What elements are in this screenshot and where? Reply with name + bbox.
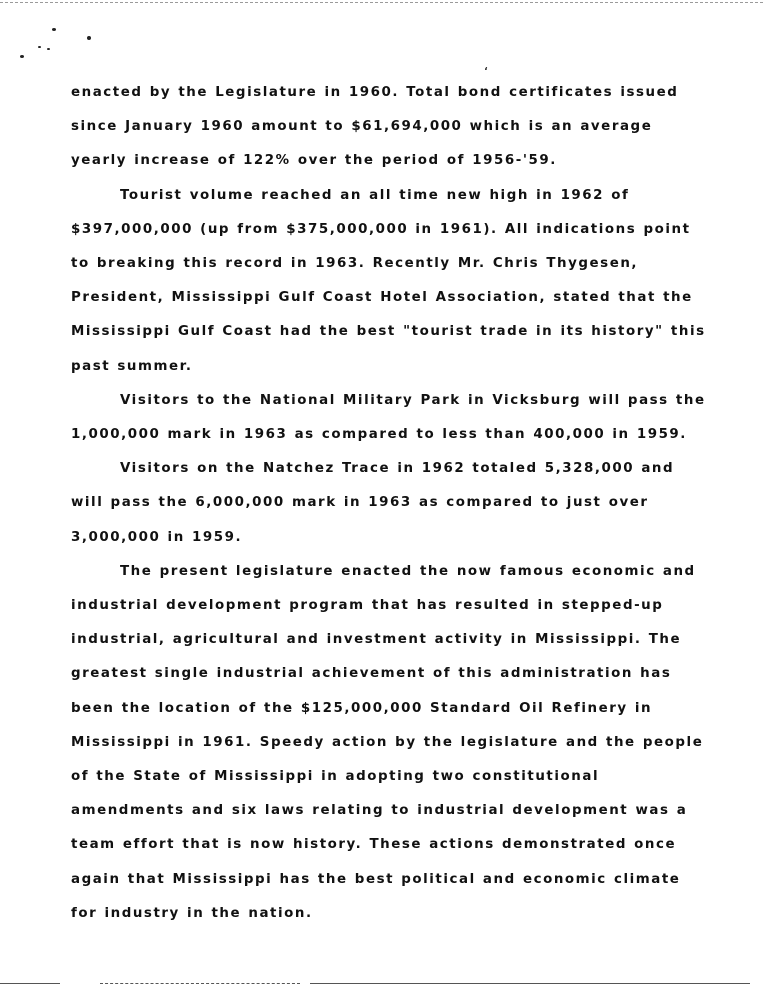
paragraph: The present legislature enacted the now famous economic and industrial development program that has resulted in stepped-up industrial, agricultural and investment activity in Mississippi. The greatest single industrial achievement of this administration has been the location of the $125,000,000 Standard Oil Refinery in Mississippi in 1961. Speedy action by the legislature and the people of the State of Mississippi in adopting two constitutional amendments and six laws relating to industrial development was a team effort that is now history. These actions demonstrated once again that Mississippi has the best political and economic climate for industry in the nation. xyxy=(71,563,704,921)
body-text xyxy=(71,76,711,931)
page-bottom-edge xyxy=(100,983,300,984)
scan-speck xyxy=(20,55,24,58)
paragraph: enacted by the Legislature in 1960. Total bond certificates issued since January 1960 amount to $61,694,000 which is an average yearly increase of 122% over the period of 1956-'59. xyxy=(71,85,679,169)
scan-speck xyxy=(47,48,50,50)
page-top-edge xyxy=(0,2,763,3)
paragraph: Visitors on the Natchez Trace in 1962 totaled 5,328,000 and will pass the 6,000,000 mark in 1963 as compared to just over 3,000,000 in 1959. xyxy=(71,461,675,545)
paragraph: Visitors to the National Military Park in Vicksburg will pass the 1,000,000 mark in 1963 as compared to less than 400,000 in 1959. xyxy=(71,392,706,443)
scan-speck xyxy=(87,36,91,40)
handwritten-mark: ‘ xyxy=(484,66,488,77)
scan-speck xyxy=(52,28,56,31)
scan-speck xyxy=(38,46,41,48)
page-bottom-edge xyxy=(310,983,750,984)
page-bottom-edge xyxy=(0,983,60,984)
paragraph: Tourist volume reached an all time new high in 1962 of $397,000,000 (up from $375,000,000 in 1961). All indications point to breaking this record in 1963. Recently Mr. Chris Thygesen, President, Mississippi Gulf Coast Hotel Association, stated that the Mississippi Gulf Coast had the best "tourist trade in its history" this past summer. xyxy=(71,187,706,374)
